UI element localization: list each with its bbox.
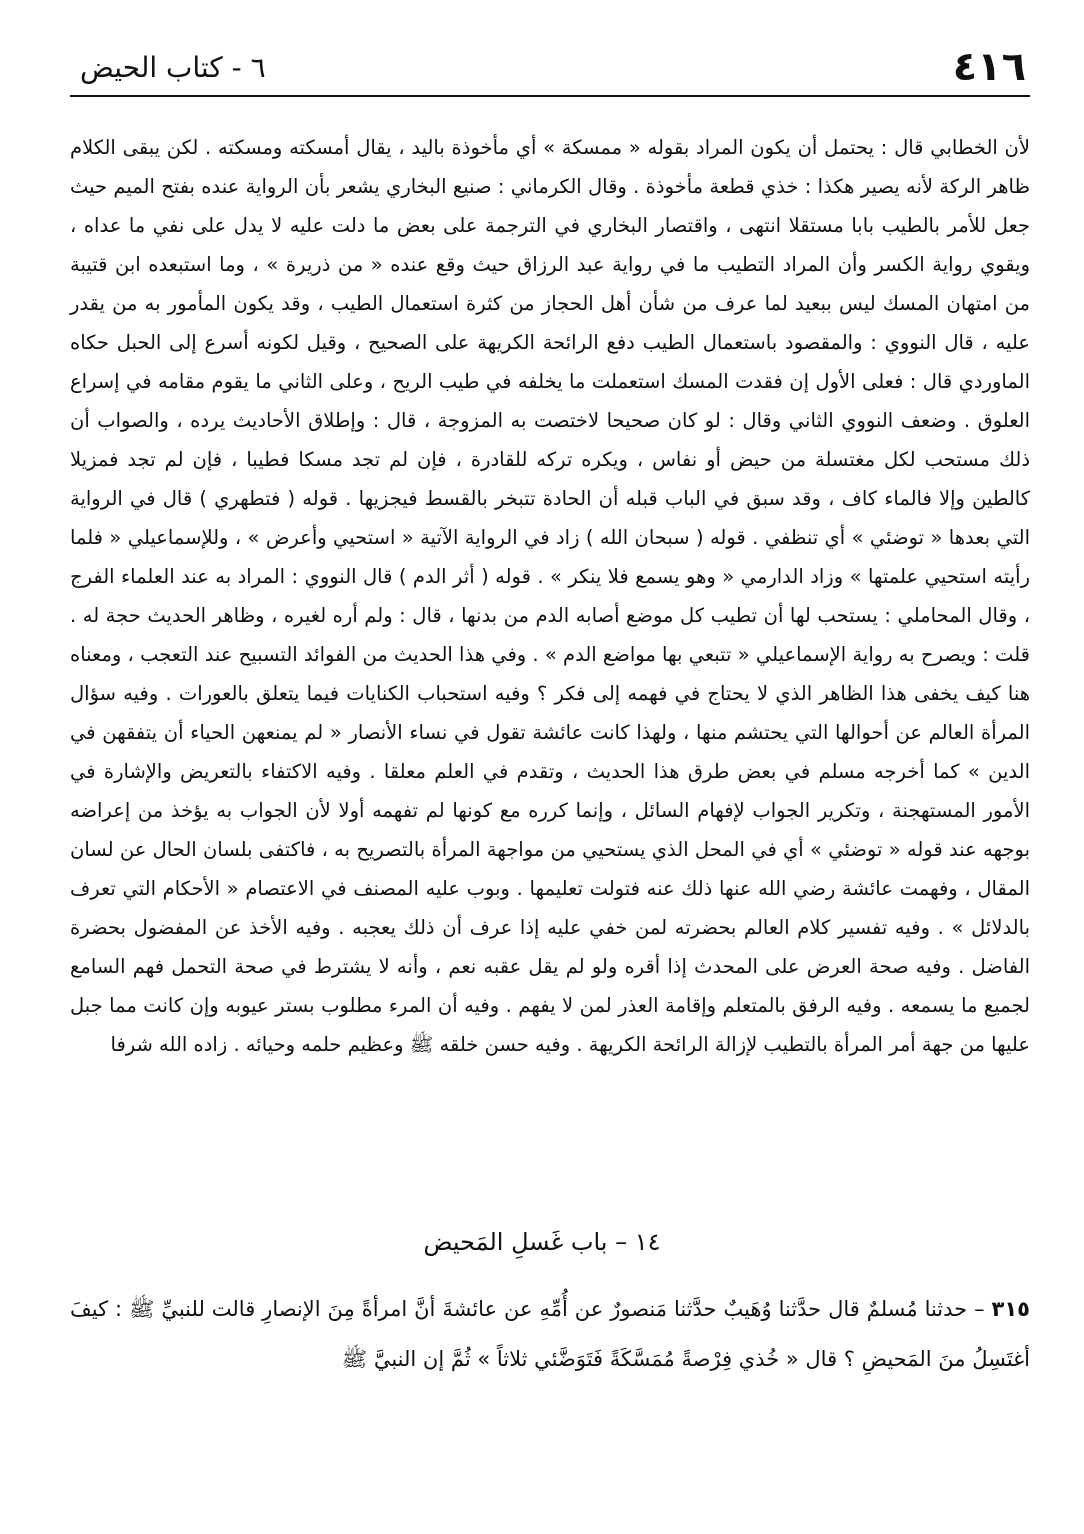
- header-rule: [70, 95, 1030, 97]
- commentary-paragraph: لأن الخطابي قال : يحتمل أن يكون المراد بقوله « ممسكة » أي مأخوذة باليد ، يقال أمسكته ومسكته . لكن يبقى الكلام ظاهر الركة لأنه يصير هكذا : خذي قطعة مأخوذة . وقال الكرماني : صنيع البخاري يشعر بأن الرواية عنده بفتح الميم حيث جعل للأمر بالطيب بابا مستقلا انتهى ، واقتصار البخاري في الترجمة على بعض ما دلت عليه لا يدل على نفي ما عداه ، ويقوي رواية الكسر وأن المراد التطيب ما في رواية عبد الرزاق حيث وقع عنده « من ذريرة » ، وما استبعده ابن قتيبة من امتهان المسك ليس ببعيد لما عرف من شأن أهل الحجاز من كثرة استعمال الطيب ، وقد يكون المأمور به من يقدر عليه ، قال النووي : والمقصود باستعمال الطيب دفع الرائحة الكريهة على الصحيح ، وقيل لكونه أسرع إلى الحبل حكاه الماوردي قال : فعلى الأول إن فقدت المسك استعملت ما يخلفه في طيب الريح ، وعلى الثاني ما يقوم مقامه في إسراع العلوق . وضعف النووي الثاني وقال : لو كان صحيحا لاختصت به المزوجة ، قال : وإطلاق الأحاديث يرده ، والصواب أن ذلك مستحب لكل مغتسلة من حيض أو نفاس ، ويكره تركه للقادرة ، فإن لم تجد مسكا فطيبا ، فإن لم تجد فمزيلا كالطين وإلا فالماء كاف ، وقد سبق في الباب قبله أن الحادة تتبخر بالقسط فيجزيها . قوله ( فتطهري ) قال في الرواية التي بعدها « توضئي » أي تنظفي . قوله ( سبحان الله ) زاد في الرواية الآتية « استحيي وأعرض » ، وللإسماعيلي « فلما رأيته استحيي علمتها » وزاد الدارمي « وهو يسمع فلا ينكر » . قوله ( أثر الدم ) قال النووي : المراد به عند العلماء الفرج ، وقال المحاملي : يستحب لها أن تطيب كل موضع أصابه الدم من بدنها ، قال : ولم أره لغيره ، وظاهر الحديث حجة له . قلت : ويصرح به رواية الإسماعيلي « تتبعي بها مواضع الدم » . وفي هذا الحديث من الفوائد التسبيح عند التعجب ، ومعناه هنا كيف يخفى هذا الظاهر الذي لا يحتاج في فهمه إلى فكر ؟ وفيه استحباب الكنايات فيما يتعلق بالعورات . وفيه سؤال المرأة العالم عن أحوالها التي يحتشم منها ، ولهذا كانت عائشة تقول في نساء الأنصار « لم يمنعهن الحياء أن يتفقهن في الدين » كما أخرجه مسلم في بعض طرق هذا الحديث ، وتقدم في العلم معلقا . وفيه الاكتفاء بالتعريض والإشارة في الأمور المستهجنة ، وتكرير الجواب لإفهام السائل ، وإنما كرره مع كونها لم تفهمه أولا لأن الجواب به يؤخذ من إعراضه بوجهه عند قوله « توضئي » أي في المحل الذي يستحيي من مواجهة المرأة بالتصريح به ، فاكتفى بلسان الحال عن لسان المقال ، وفهمت عائشة رضي الله عنها ذلك عنه فتولت تعليمها . وبوب عليه المصنف في الاعتصام « الأحكام التي تعرف بالدلائل » . وفيه تفسير كلام العالم بحضرته لمن خفي عليه إذا عرف أن ذلك يعجبه . وفيه الأخذ عن المفضول بحضرة الفاضل . وفيه صحة العرض على المحدث إذا أقره ولو لم يقل عقبه نعم ، وأنه لا يشترط في صحة التحمل فهم السامع لجميع ما يسمعه . وفيه الرفق بالمتعلم وإقامة العذر لمن لا يفهم . وفيه أن المرء مطلوب بستر عيوبه وإن كانت مما جبل عليها من جهة أمر المرأة بالتطيب لإزالة الرائحة الكريهة . وفيه حسن خلقه ﷺ وعظيم حلمه وحيائه . زاده الله شرفا: [70, 136, 1030, 1056]
- commentary-text-block: [70, 128, 1030, 1064]
- page-number: ٤١٦: [952, 44, 1026, 90]
- running-title: ٦ - كتاب الحيض: [80, 51, 266, 84]
- page-header: [70, 44, 1026, 90]
- hadith-text: – حدثنا مُسلمٌ قال حدَّثنا وُهَيبٌ حدَّثنا مَنصورٌ عن أُمِّهِ عن عائشةَ أنَّ امرأةً مِنَ الإنصارِ قالت للنبيِّ ﷺ : كيفَ أغتَسِلُ منَ المَحيضِ ؟ قال « خُذي فِرْصةً مُمَسَّكَةً فَتَوَضَّئي ثلاثاً » ثُمَّ إن النبيَّ ﷺ: [70, 1297, 1030, 1371]
- hadith-number: ٣١٥: [991, 1297, 1030, 1321]
- chapter-heading: ١٤ – باب غَسلِ المَحيض: [423, 1228, 661, 1256]
- hadith-block: [70, 1284, 1030, 1384]
